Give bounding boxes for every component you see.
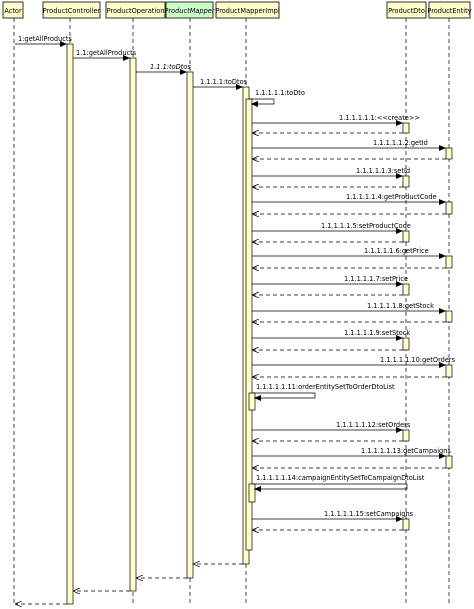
activation-bar xyxy=(403,176,409,187)
message-label: 1.1.1.1.1.2:getId xyxy=(373,139,428,147)
participant-label: ProductMapper xyxy=(164,7,215,15)
message-getcampaigns[interactable] xyxy=(252,447,451,456)
activation-bar xyxy=(249,484,255,502)
self-call-arrow xyxy=(249,99,274,104)
participant-label: ProductMapperImpl xyxy=(215,7,280,15)
activation-bar xyxy=(403,284,409,295)
self-call-arrow xyxy=(252,393,315,398)
message-label: 1.1.1.1.1.4:getProductCode xyxy=(346,193,437,201)
message-label: 1.1.1.1.1.15:setCampaigns xyxy=(324,510,414,518)
activation-bar xyxy=(130,58,136,591)
message-label: 1.1.1.1.1.13:getCampaigns xyxy=(361,447,451,455)
activation-bar xyxy=(446,148,452,159)
message-setorders[interactable] xyxy=(252,421,411,430)
message-campaignentitysettocampaigndtolist[interactable] xyxy=(252,474,425,489)
activation-bar xyxy=(249,393,255,410)
message-label: 1.1.1.1.1.8:getStock xyxy=(367,302,434,310)
participant-label: ProductEntity xyxy=(427,7,472,15)
message-todtos[interactable] xyxy=(193,78,248,87)
message-label: 1.1.1.1.1.9:setStock xyxy=(344,329,411,337)
message-getallproducts[interactable] xyxy=(15,35,72,44)
message-label: 1.1.1.1.1.3:setId xyxy=(356,167,411,175)
participant-label: Actor xyxy=(4,7,22,15)
participant-productmapper[interactable] xyxy=(164,2,215,18)
message-label: 1.1.1.1.1.6:getPrice xyxy=(364,247,429,255)
message-label: 1.1.1.1:toDtos xyxy=(200,78,248,86)
activation-bar xyxy=(403,338,409,350)
message-label: 1.1:getAllProducts xyxy=(76,49,137,57)
activation-bar xyxy=(403,123,409,133)
message-getstock[interactable] xyxy=(252,302,446,311)
message-label: 1.1.1.1.1.1:<<create>> xyxy=(339,114,420,122)
participant-productdto[interactable] xyxy=(387,2,426,18)
message-setproductcode[interactable] xyxy=(252,222,411,231)
activation-bar xyxy=(446,256,452,268)
message-label: 1.1.1.1.1.7:setPrice xyxy=(344,275,409,283)
message-setstock[interactable] xyxy=(252,329,410,338)
self-call-arrow xyxy=(252,484,407,489)
message-create[interactable] xyxy=(252,114,420,123)
message-label: 1:getAllProducts xyxy=(18,35,72,43)
message-setcampaigns[interactable] xyxy=(252,510,414,519)
participant-productoperation[interactable] xyxy=(106,2,165,18)
message-todtos[interactable] xyxy=(136,63,191,72)
message-label: 1.1.1.1.1.5:setProductCode xyxy=(321,222,411,230)
activation-bar xyxy=(446,311,452,322)
message-label: 1.1.1.1.1.10:getOrders xyxy=(380,356,456,364)
activation-bar xyxy=(446,202,452,214)
message-label: 1.1.1.1.1.12:setOrders xyxy=(336,421,411,429)
activation-bar xyxy=(446,365,452,377)
activation-bar xyxy=(67,44,73,604)
message-label: 1.1.1.1.1.11:orderEntitySetToOrderDtoList xyxy=(256,383,395,391)
message-getid[interactable] xyxy=(252,139,446,148)
participant-label: ProductDto xyxy=(388,7,425,15)
message-label: 1.1.1:toDtos xyxy=(150,63,191,71)
message-getproductcode[interactable] xyxy=(252,193,446,202)
message-setid[interactable] xyxy=(252,167,410,176)
participant-label: ProductController xyxy=(42,7,101,15)
message-getorders[interactable] xyxy=(252,356,456,365)
activation-bar xyxy=(403,231,409,242)
message-todto[interactable] xyxy=(249,89,305,104)
message-orderentitysettoorderdtolist[interactable] xyxy=(252,383,395,398)
participant-productentity[interactable] xyxy=(427,2,471,18)
message-getprice[interactable] xyxy=(252,247,446,256)
participant-productcontroller[interactable] xyxy=(43,2,101,18)
participant-label: ProductOperation xyxy=(106,7,165,15)
message-label: 1.1.1.1.1.14:campaignEntitySetToCampaignDtoList xyxy=(256,474,425,482)
activation-bar xyxy=(446,456,452,468)
participant-productmapperimpl[interactable] xyxy=(215,2,279,18)
message-setprice[interactable] xyxy=(252,275,408,284)
message-label: 1.1.1.1.1:toDto xyxy=(255,89,305,97)
message-getallproducts[interactable] xyxy=(73,49,137,58)
activation-bar xyxy=(187,72,193,578)
activation-bar xyxy=(403,519,409,530)
activation-bar xyxy=(403,430,409,441)
activation-bar xyxy=(246,99,252,550)
participant-actor[interactable] xyxy=(3,2,23,18)
